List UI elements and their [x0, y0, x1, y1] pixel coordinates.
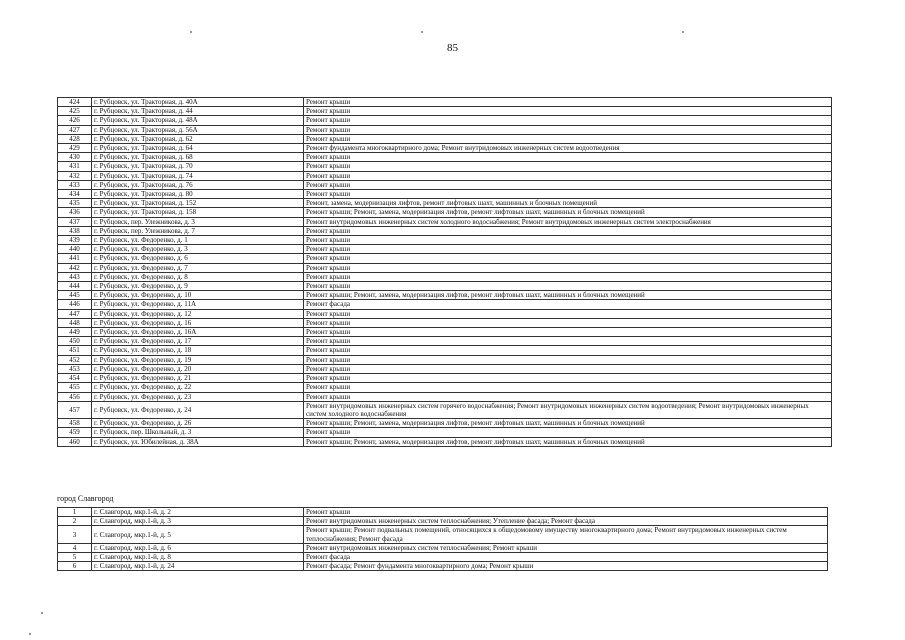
work-type-cell: Ремонт крыши	[304, 383, 832, 392]
address-cell: г. Рубцовск, ул. Федоренко, д. 22	[92, 383, 304, 392]
address-cell: г. Рубцовск, ул. Юбилейная, д. 38А	[92, 437, 304, 446]
address-cell: г. Славгород, мкр.1-й, д. 6	[92, 543, 304, 552]
row-number: 431	[58, 162, 92, 171]
table-row	[58, 437, 832, 446]
work-type-cell: Ремонт крыши	[304, 107, 832, 116]
table-row	[58, 107, 832, 116]
row-number: 426	[58, 116, 92, 125]
table-row	[58, 98, 832, 107]
work-type-cell: Ремонт крыши	[304, 272, 832, 281]
work-type-cell: Ремонт крыши	[304, 508, 828, 517]
address-cell: г. Рубцовск, ул. Тракторная, д. 158	[92, 208, 304, 217]
work-type-cell: Ремонт крыши; Ремонт, замена, модернизация лифтов, ремонт лифтовых шахт, машинных и блочных помещений	[304, 208, 832, 217]
table-row	[58, 125, 832, 134]
work-type-cell: Ремонт крыши	[304, 328, 832, 337]
work-type-cell: Ремонт крыши	[304, 392, 832, 401]
work-type-cell: Ремонт крыши	[304, 125, 832, 134]
table-row	[58, 282, 832, 291]
row-number: 436	[58, 208, 92, 217]
table-row	[58, 364, 832, 373]
address-cell: г. Рубцовск, ул. Федоренко, д. 12	[92, 309, 304, 318]
address-cell: г. Рубцовск, ул. Тракторная, д. 80	[92, 190, 304, 199]
work-type-cell: Ремонт фасада; Ремонт фундамента многоквартирного дома; Ремонт крыши	[304, 562, 828, 571]
table-row	[58, 419, 832, 428]
row-number: 1	[58, 508, 92, 517]
work-type-cell: Ремонт крыши	[304, 428, 832, 437]
work-type-cell: Ремонт крыши	[304, 153, 832, 162]
table-row	[58, 236, 832, 245]
row-number: 433	[58, 180, 92, 189]
table-row	[58, 318, 832, 327]
row-number: 457	[58, 401, 92, 418]
work-type-cell: Ремонт крыши	[304, 180, 832, 189]
address-cell: г. Рубцовск, ул. Тракторная, д. 64	[92, 144, 304, 153]
address-cell: г. Славгород, мкр.1-й, д. 24	[92, 562, 304, 571]
table-row	[58, 263, 832, 272]
address-cell: г. Рубцовск, пер. Улежникова, д. 3	[92, 217, 304, 226]
work-type-cell: Ремонт внутридомовых инженерных систем теплоснабжения; Ремонт крыши	[304, 543, 828, 552]
table-row	[58, 116, 832, 125]
table-row	[58, 199, 832, 208]
row-number: 456	[58, 392, 92, 401]
address-cell: г. Славгород, мкр.1-й, д. 3	[92, 517, 304, 526]
address-cell: г. Рубцовск, ул. Тракторная, д. 40А	[92, 98, 304, 107]
address-cell: г. Рубцовск, ул. Федоренко, д. 21	[92, 374, 304, 383]
row-number: 429	[58, 144, 92, 153]
work-type-cell: Ремонт фундамента многоквартирного дома; Ремонт внутридомовых инженерных систем водоотведения	[304, 144, 832, 153]
row-number: 430	[58, 153, 92, 162]
row-number: 460	[58, 437, 92, 446]
address-cell: г. Рубцовск, ул. Федоренко, д. 23	[92, 392, 304, 401]
address-cell: г. Рубцовск, ул. Тракторная, д. 62	[92, 134, 304, 143]
table-row	[58, 355, 832, 364]
table-row	[58, 346, 832, 355]
table-row	[58, 553, 828, 562]
address-cell: г. Рубцовск, ул. Федоренко, д. 17	[92, 337, 304, 346]
work-type-cell: Ремонт крыши	[304, 134, 832, 143]
address-cell: г. Рубцовск, ул. Федоренко, д. 18	[92, 346, 304, 355]
work-type-cell: Ремонт крыши	[304, 263, 832, 272]
work-type-cell: Ремонт крыши	[304, 98, 832, 107]
table-row	[58, 208, 832, 217]
table-row	[58, 171, 832, 180]
table-row	[58, 217, 832, 226]
table-row	[58, 526, 828, 543]
row-number: 453	[58, 364, 92, 373]
row-number: 440	[58, 245, 92, 254]
address-cell: г. Рубцовск, ул. Федоренко, д. 16А	[92, 328, 304, 337]
work-type-cell: Ремонт крыши	[304, 254, 832, 263]
row-number: 444	[58, 282, 92, 291]
address-cell: г. Рубцовск, ул. Тракторная, д. 76	[92, 180, 304, 189]
row-number: 4	[58, 543, 92, 552]
row-number: 452	[58, 355, 92, 364]
address-cell: г. Рубцовск, ул. Федоренко, д. 9	[92, 282, 304, 291]
table-row	[58, 272, 832, 281]
address-cell: г. Рубцовск, ул. Тракторная, д. 44	[92, 107, 304, 116]
scan-speck	[190, 31, 192, 33]
table-row	[58, 392, 832, 401]
row-number: 437	[58, 217, 92, 226]
table-row	[58, 226, 832, 235]
address-cell: г. Рубцовск, ул. Федоренко, д. 26	[92, 419, 304, 428]
table-row	[58, 291, 832, 300]
scan-speck	[41, 612, 43, 614]
table-row	[58, 328, 832, 337]
work-type-cell: Ремонт, замена, модернизация лифтов, ремонт лифтовых шахт, машинных и блочных помещений	[304, 199, 832, 208]
row-number: 459	[58, 428, 92, 437]
address-cell: г. Славгород, мкр.1-й, д. 8	[92, 553, 304, 562]
address-cell: г. Рубцовск, ул. Федоренко, д. 7	[92, 263, 304, 272]
table-row	[58, 162, 832, 171]
table-row	[58, 254, 832, 263]
work-type-cell: Ремонт крыши	[304, 116, 832, 125]
work-type-cell: Ремонт крыши; Ремонт, замена, модернизация лифтов, ремонт лифтовых шахт, машинных и блочных помещений	[304, 291, 832, 300]
row-number: 439	[58, 236, 92, 245]
table-row	[58, 543, 828, 552]
table-row	[58, 245, 832, 254]
work-type-cell: Ремонт крыши	[304, 282, 832, 291]
address-cell: г. Рубцовск, ул. Федоренко, д. 10	[92, 291, 304, 300]
address-cell: г. Рубцовск, ул. Тракторная, д. 152	[92, 199, 304, 208]
row-number: 443	[58, 272, 92, 281]
row-number: 424	[58, 98, 92, 107]
address-cell: г. Рубцовск, ул. Федоренко, д. 11А	[92, 300, 304, 309]
work-type-cell: Ремонт крыши	[304, 171, 832, 180]
row-number: 6	[58, 562, 92, 571]
work-type-cell: Ремонт внутридомовых инженерных систем холодного водоснабжения; Ремонт внутридомовых инженерных систем электроснабжения	[304, 217, 832, 226]
work-type-cell: Ремонт фасада	[304, 553, 828, 562]
work-type-cell: Ремонт крыши	[304, 374, 832, 383]
table-row	[58, 383, 832, 392]
work-type-cell: Ремонт внутридомовых инженерных систем теплоснабжения; Утепление фасада; Ремонт фасада	[304, 517, 828, 526]
row-number: 445	[58, 291, 92, 300]
repair-table-rubtsovsk	[57, 97, 832, 447]
address-cell: г. Рубцовск, ул. Федоренко, д. 19	[92, 355, 304, 364]
work-type-cell: Ремонт крыши	[304, 364, 832, 373]
work-type-cell: Ремонт крыши	[304, 318, 832, 327]
row-number: 442	[58, 263, 92, 272]
row-number: 432	[58, 171, 92, 180]
table-row	[58, 337, 832, 346]
row-number: 441	[58, 254, 92, 263]
work-type-cell: Ремонт крыши	[304, 355, 832, 364]
address-cell: г. Рубцовск, ул. Тракторная, д. 48А	[92, 116, 304, 125]
row-number: 434	[58, 190, 92, 199]
row-number: 425	[58, 107, 92, 116]
row-number: 447	[58, 309, 92, 318]
row-number: 427	[58, 125, 92, 134]
address-cell: г. Рубцовск, ул. Федоренко, д. 3	[92, 245, 304, 254]
address-cell: г. Славгород, мкр.1-й, д. 5	[92, 526, 304, 543]
work-type-cell: Ремонт крыши	[304, 226, 832, 235]
address-cell: г. Рубцовск, ул. Тракторная, д. 68	[92, 153, 304, 162]
work-type-cell: Ремонт крыши	[304, 309, 832, 318]
work-type-cell: Ремонт крыши; Ремонт, замена, модернизация лифтов, ремонт лифтовых шахт, машинных и блочных помещений	[304, 437, 832, 446]
row-number: 458	[58, 419, 92, 428]
scan-speck	[29, 633, 31, 635]
page-number: 85	[447, 42, 458, 54]
address-cell: г. Рубцовск, ул. Федоренко, д. 6	[92, 254, 304, 263]
row-number: 428	[58, 134, 92, 143]
work-type-cell: Ремонт крыши	[304, 190, 832, 199]
row-number: 2	[58, 517, 92, 526]
row-number: 451	[58, 346, 92, 355]
work-type-cell: Ремонт крыши	[304, 245, 832, 254]
table-row	[58, 144, 832, 153]
row-number: 448	[58, 318, 92, 327]
repair-table-slavgorod	[57, 507, 828, 571]
scan-speck	[421, 31, 423, 33]
work-type-cell: Ремонт крыши	[304, 162, 832, 171]
row-number: 5	[58, 553, 92, 562]
work-type-cell: Ремонт крыши	[304, 236, 832, 245]
work-type-cell: Ремонт крыши	[304, 337, 832, 346]
address-cell: г. Славгород, мкр.1-й, д. 2	[92, 508, 304, 517]
row-number: 454	[58, 374, 92, 383]
address-cell: г. Рубцовск, ул. Федоренко, д. 1	[92, 236, 304, 245]
table-row	[58, 180, 832, 189]
address-cell: г. Рубцовск, пер. Улежникова, д. 7	[92, 226, 304, 235]
work-type-cell: Ремонт крыши; Ремонт подвальных помещений, относящихся к общедомовому имуществу многоквартирного дома; Ремонт внутридомовых инженерных систем теплоснабжения; Ремонт фасада	[304, 526, 828, 543]
address-cell: г. Рубцовск, ул. Тракторная, д. 74	[92, 171, 304, 180]
row-number: 438	[58, 226, 92, 235]
row-number: 450	[58, 337, 92, 346]
table-row	[58, 562, 828, 571]
work-type-cell: Ремонт внутридомовых инженерных систем горячего водоснабжения; Ремонт внутридомовых инженерных систем водоотведения; Ремонт внутридомовых инженерных систем холодного водоснабжения	[304, 401, 832, 418]
address-cell: г. Рубцовск, пер. Школьный, д. 3	[92, 428, 304, 437]
table-row	[58, 374, 832, 383]
table-row	[58, 309, 832, 318]
row-number: 3	[58, 526, 92, 543]
table-row	[58, 153, 832, 162]
table-row	[58, 134, 832, 143]
table-row	[58, 190, 832, 199]
table-row	[58, 517, 828, 526]
section-title: город Славгород	[57, 494, 114, 503]
work-type-cell: Ремонт крыши	[304, 346, 832, 355]
address-cell: г. Рубцовск, ул. Федоренко, д. 24	[92, 401, 304, 418]
table-row	[58, 401, 832, 418]
address-cell: г. Рубцовск, ул. Федоренко, д. 20	[92, 364, 304, 373]
row-number: 435	[58, 199, 92, 208]
row-number: 446	[58, 300, 92, 309]
table-row	[58, 508, 828, 517]
work-type-cell: Ремонт крыши; Ремонт, замена, модернизация лифтов, ремонт лифтовых шахт, машинных и блочных помещений	[304, 419, 832, 428]
table-row	[58, 428, 832, 437]
address-cell: г. Рубцовск, ул. Тракторная, д. 56А	[92, 125, 304, 134]
scan-speck	[682, 31, 684, 33]
work-type-cell: Ремонт фасада	[304, 300, 832, 309]
address-cell: г. Рубцовск, ул. Тракторная, д. 70	[92, 162, 304, 171]
address-cell: г. Рубцовск, ул. Федоренко, д. 8	[92, 272, 304, 281]
row-number: 449	[58, 328, 92, 337]
row-number: 455	[58, 383, 92, 392]
table-row	[58, 300, 832, 309]
address-cell: г. Рубцовск, ул. Федоренко, д. 16	[92, 318, 304, 327]
